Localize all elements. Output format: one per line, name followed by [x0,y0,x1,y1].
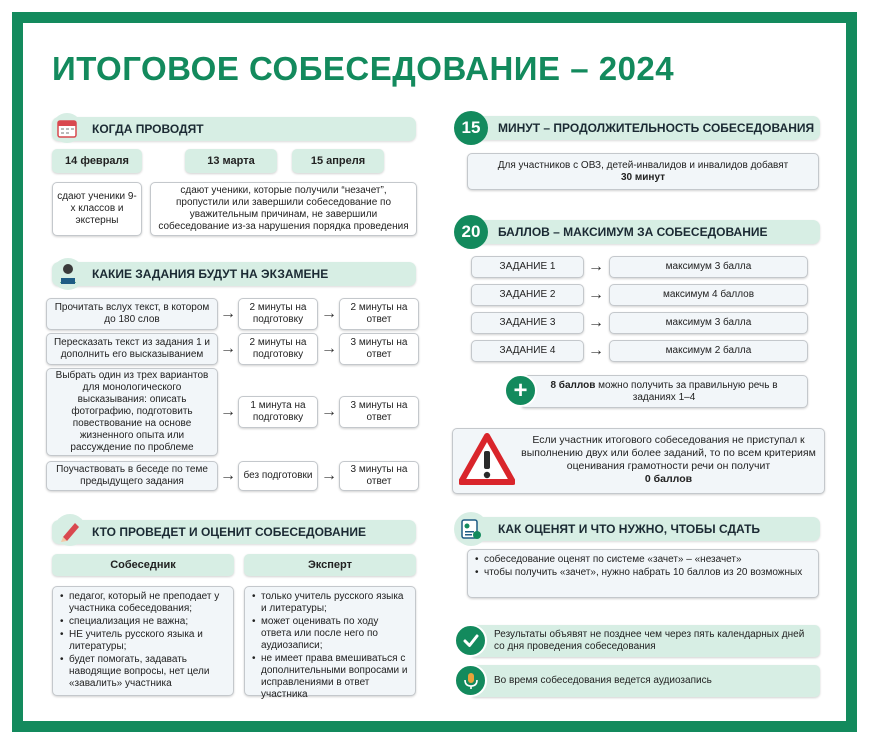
date-apr: 15 апреля [292,149,384,173]
reading-student-icon [52,258,84,290]
points-max-1: максимум 3 балла [609,256,808,278]
task-1-description: Прочитать вслух текст, в котором до 180 слов [46,298,218,330]
task-3-answer: 3 минуты на ответ [339,396,419,428]
warning-triangle-icon [459,433,515,485]
task-3-description: Выбрать один из трех вариантов для монологического высказывания: описать фотографию, подготовить повествование на основе жизненного опыта или рассуждение по проблеме [46,368,218,456]
points-max-3: максимум 3 балла [609,312,808,334]
points-task-3: ЗАДАНИЕ 3 [471,312,584,334]
arrow-right-icon: → [588,314,604,331]
task-1-prep: 2 минуты на подготовку [238,298,318,330]
section-header-points: БАЛЛОВ – МАКСИМУМ ЗА СОБЕСЕДОВАНИЕ [456,220,820,244]
checkmark-icon [454,624,487,657]
task-2-answer: 3 минуты на ответ [339,333,419,365]
arrow-right-icon: → [220,467,236,484]
warning-text: Если участник итогового собеседования не приступал к выполнению двух или более заданий, то по всем критериям оценивания грамотности речи он получит 0 баллов [521,434,816,485]
arrow-right-icon: → [321,305,337,322]
list-item: • будет помогать, задавать наводящие вопросы, нет цели «завалить» участника [69,654,227,690]
pencil-icon [54,514,86,546]
report-card-icon [454,512,488,546]
task-1-answer: 2 минуты на ответ [339,298,419,330]
expert-list [244,586,416,700]
date-feb: 14 февраля [52,149,142,173]
calendar-icon [52,113,82,143]
task-3-prep: 1 минута на подготовку [238,396,318,428]
when-desc-1: сдают ученики 9-х классов и экстерны [52,182,142,236]
points-number: 20 [454,215,488,249]
points-max-2: максимум 4 баллов [609,284,808,306]
task-4-description: Поучаствовать в беседе по теме предыдущего задания [46,461,218,491]
list-item: • чтобы получить «зачет», нужно набрать 10 баллов из 20 возможных [484,567,802,579]
section-header-duration: МИНУТ – ПРОДОЛЖИТЕЛЬНОСТЬ СОБЕСЕДОВАНИЯ [456,116,820,140]
section-header-when: КОГДА ПРОВОДЯТ [52,117,416,141]
list-item: • педагог, который не преподает у участника собеседования; [69,591,227,615]
task-2-description: Пересказать текст из задания 1 и дополнить его высказыванием [46,333,218,365]
list-item: • не имеет права вмешиваться с дополнительными вопросами и исправлениями в ответ участника [261,653,409,701]
arrow-right-icon: → [321,340,337,357]
microphone-icon [454,664,487,697]
list-item: • собеседование оценят по системе «зачет» – «незачет» [484,554,802,566]
bonus-note: 8 баллов можно получить за правильную речь в заданиях 1–4 [520,375,808,408]
task-2-prep: 2 минуты на подготовку [238,333,318,365]
section-header-tasks: КАКИЕ ЗАДАНИЯ БУДУТ НА ЭКЗАМЕНЕ [52,262,416,286]
task-4-prep: без подготовки [238,461,318,491]
arrow-right-icon: → [220,305,236,322]
points-max-4: максимум 2 балла [609,340,808,362]
arrow-right-icon: → [220,340,236,357]
grading-list [467,549,819,598]
arrow-right-icon: → [588,342,604,359]
points-task-1: ЗАДАНИЕ 1 [471,256,584,278]
date-mar: 13 марта [185,149,277,173]
list-item: • может оценивать по ходу ответа или после него по аудиозаписи; [261,616,409,652]
arrow-right-icon: → [321,403,337,420]
when-desc-2: сдают ученики, которые получили “незачет”, пропустили или завершили собеседование по уважительным причинам, не завершили собеседование из-за нарушения порядка проведения [150,182,417,236]
duration-number: 15 [454,111,488,145]
duration-note: Для участников с ОВЗ, детей-инвалидов и инвалидов добавят 30 минут [467,153,819,190]
points-task-4: ЗАДАНИЕ 4 [471,340,584,362]
list-item: • НЕ учитель русского языка и литературы; [69,629,227,653]
arrow-right-icon: → [321,467,337,484]
list-item: • специализация не важна; [69,616,227,628]
audio-note: Во время собеседования ведется аудиозапись [470,665,820,697]
expert-title: Эксперт [244,554,416,576]
section-header-grading: КАК ОЦЕНЯТ И ЧТО НУЖНО, ЧТОБЫ СДАТЬ [456,517,820,541]
results-note: Результаты объявят не позднее чем через пять календарных дней со дня проведения собеседования [470,625,820,657]
task-4-answer: 3 минуты на ответ [339,461,419,491]
arrow-right-icon: → [220,403,236,420]
points-task-2: ЗАДАНИЕ 2 [471,284,584,306]
plus-icon: + [504,374,537,407]
list-item: • только учитель русского языка и литературы; [261,591,409,615]
arrow-right-icon: → [588,258,604,275]
arrow-right-icon: → [588,286,604,303]
page-title: ИТОГОВОЕ СОБЕСЕДОВАНИЕ – 2024 [52,50,675,87]
section-header-who: КТО ПРОВЕДЕТ И ОЦЕНИТ СОБЕСЕДОВАНИЕ [52,520,416,544]
interlocutor-list [52,586,234,696]
interlocutor-title: Собеседник [52,554,234,576]
